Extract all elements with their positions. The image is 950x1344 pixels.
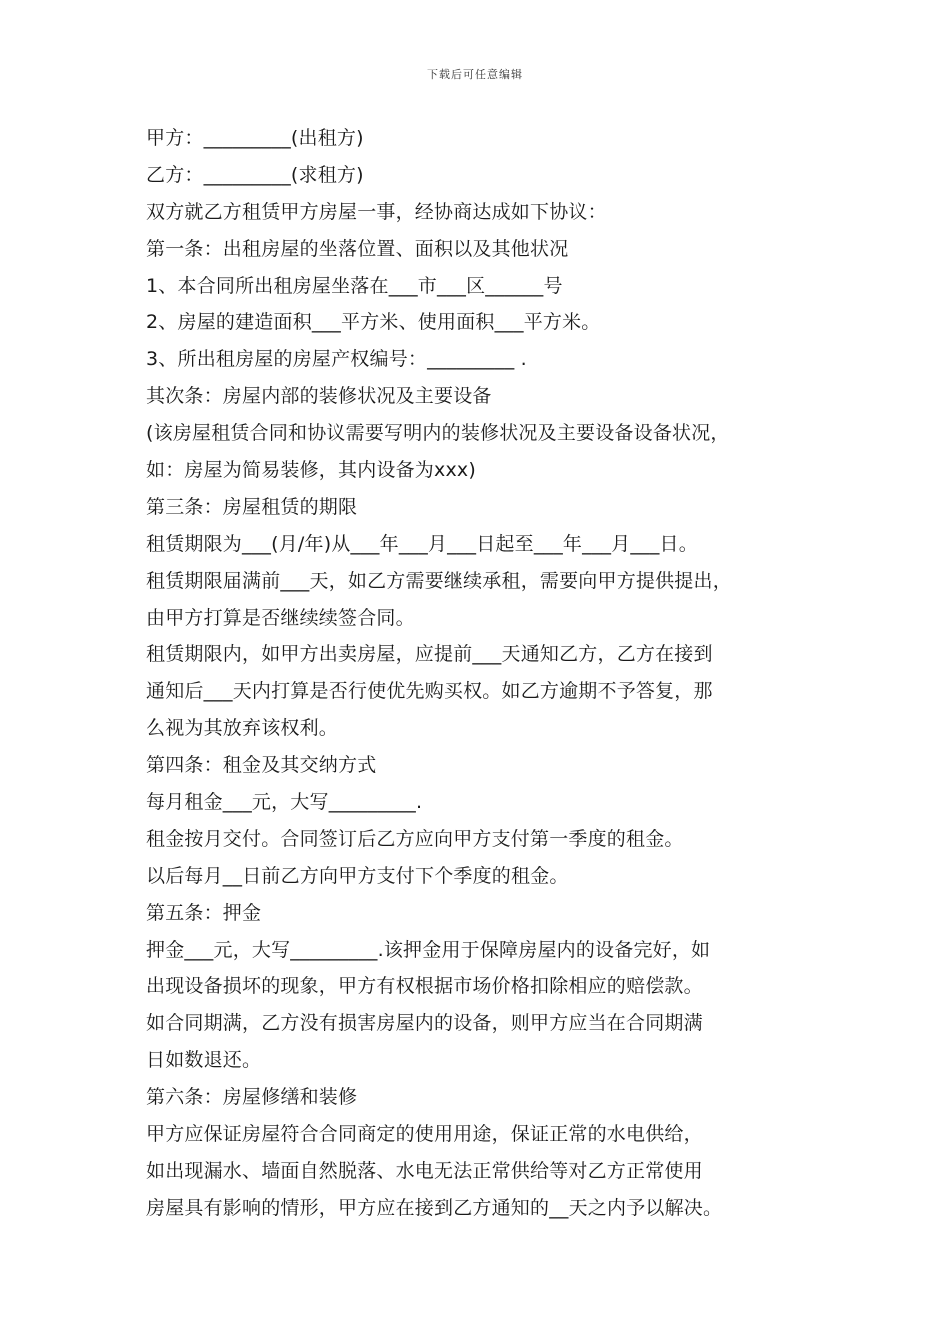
article-3-text-line-3: 由甲方打算是否继续续签合同。	[146, 606, 415, 629]
article-4-text-line-3: 以后每月__日前乙方向甲方支付下个季度的租金。	[146, 864, 569, 887]
article-3-text-line-1: 租赁期限为___(月/年)从___年___月___日起至___年___月___日。	[146, 532, 698, 555]
article-3-text-line-4: 租赁期限内，如甲方出卖房屋，应提前___天通知乙方，乙方在接到	[146, 643, 713, 666]
article-4-text-line-2: 租金按月交付。合同签订后乙方应向甲方支付第一季度的租金。	[146, 827, 684, 850]
contract-body	[146, 120, 836, 1227]
agreement-intro: 双方就乙方租赁甲方房屋一事，经协商达成如下协议：	[146, 200, 607, 223]
article-3-text-line-5: 通知后___天内打算是否行使优先购买权。如乙方逾期不予答复，那	[146, 680, 713, 703]
party-b-line: 乙方：_________(求租方)	[146, 163, 364, 186]
article-5-text-line-4: 日如数退还。	[146, 1049, 262, 1072]
article-1-item-1: 1、本合同所出租房屋坐落在___市___区______号	[146, 274, 563, 297]
article-2-text-line-1: (该房屋租赁合同和协议需要写明内的装修状况及主要设备设备状况，	[146, 422, 730, 445]
article-5-text-line-2: 出现设备损坏的现象，甲方有权根据市场价格扣除相应的赔偿款。	[146, 975, 703, 998]
article-3-heading: 第三条：房屋租赁的期限	[146, 495, 358, 518]
article-2-heading: 其次条：房屋内部的装修状况及主要设备	[146, 385, 492, 408]
article-4-heading: 第四条：租金及其交纳方式	[146, 754, 377, 777]
article-3-text-line-6: 么视为其放弃该权利。	[146, 717, 339, 740]
article-6-text-line-3: 房屋具有影响的情形，甲方应在接到乙方通知的__天之内予以解决。	[146, 1196, 723, 1219]
article-6-text-line-2: 如出现漏水、墙面自然脱落、水电无法正常供给等对乙方正常使用	[146, 1159, 703, 1182]
article-6-heading: 第六条：房屋修缮和装修	[146, 1086, 358, 1109]
article-6-text-line-1: 甲方应保证房屋符合合同商定的使用用途，保证正常的水电供给，	[146, 1123, 703, 1146]
article-4-text-line-1: 每月租金___元，大写_________.	[146, 791, 423, 814]
article-5-heading: 第五条：押金	[146, 901, 262, 924]
article-1-heading: 第一条：出租房屋的坐落位置、面积以及其他状况	[146, 237, 569, 260]
article-2-text-line-2: 如：房屋为简易装修，其内设备为xxx)	[146, 459, 476, 482]
article-5-text-line-3: 如合同期满，乙方没有损害房屋内的设备，则甲方应当在合同期满	[146, 1012, 703, 1035]
party-a-line: 甲方：_________(出租方)	[146, 127, 364, 149]
article-3-text-line-2: 租赁期限届满前___天，如乙方需要继续承租，需要向甲方提供提出，	[146, 569, 732, 592]
article-1-item-3: 3、所出租房屋的房屋产权编号：_________ .	[146, 348, 527, 371]
page-header-note: 下载后可任意编辑	[427, 68, 523, 81]
article-5-text-line-1: 押金___元，大写_________.该押金用于保障房屋内的设备完好，如	[146, 938, 711, 961]
article-1-item-2: 2、房屋的建造面积___平方米、使用面积___平方米。	[146, 311, 601, 334]
